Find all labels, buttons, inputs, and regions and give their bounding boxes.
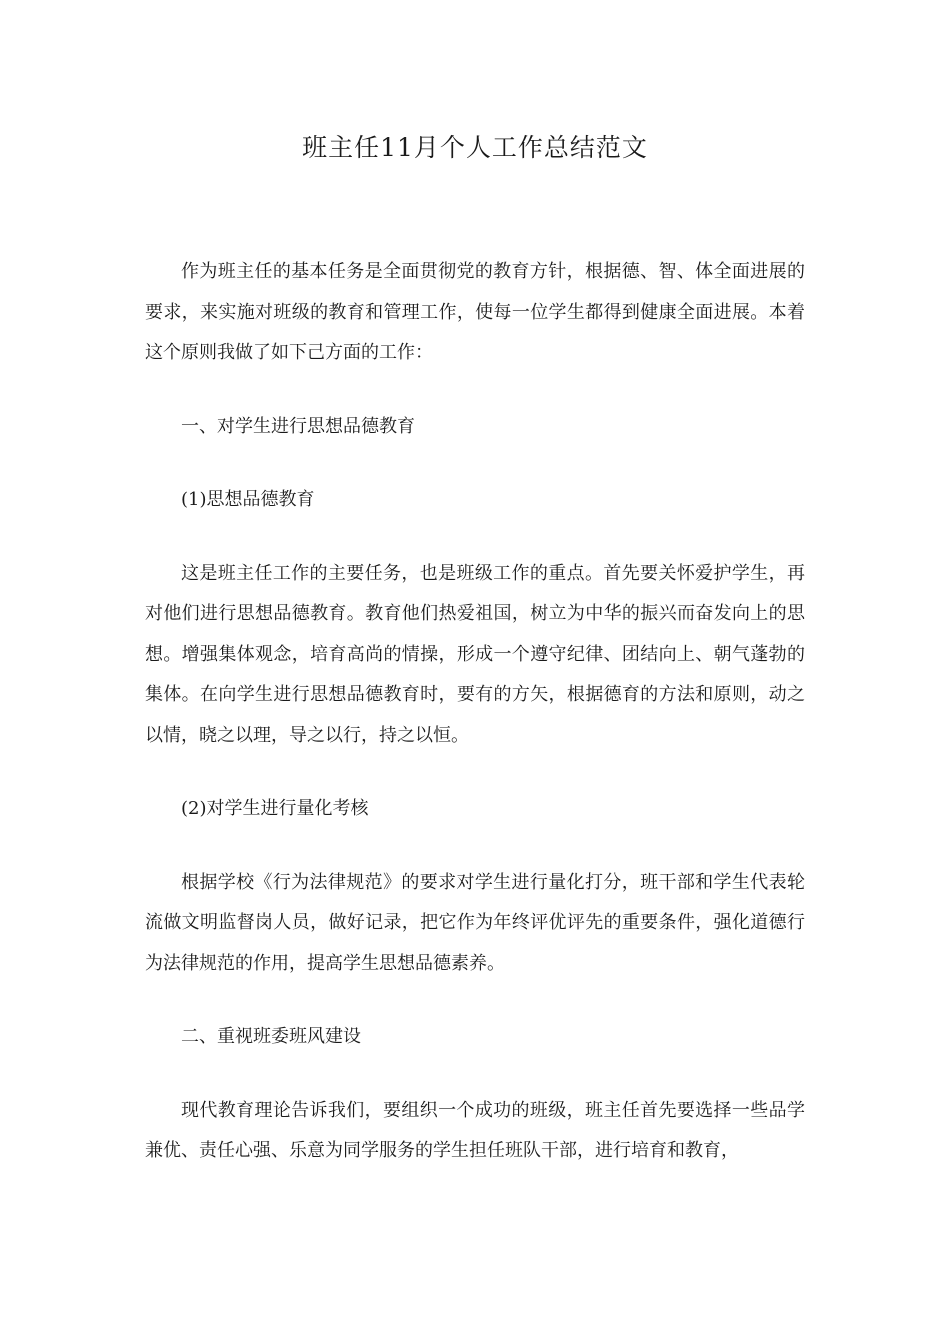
section-heading-2: 二、重视班委班风建设 (181, 1026, 361, 1047)
paragraph-moral-education: 这是班主任工作的主要任务，也是班级工作的重点。首先要关怀爱护学生，再对他们进行思想品德教育。教育他们热爱祖国，树立为中华的振兴而奋发向上的思想。增强集体观念，培育高尚的情操，形成一个遵守纪律、团结向上、朝气蓬勃的集体。在向学生进行思想品德教育时，要有的方矢，根据德育的方法和原则，动之以情，晓之以理，导之以行，持之以恒。 (145, 562, 805, 746)
subsection-heading-1-2: (2)对学生进行量化考核 (181, 798, 369, 819)
paragraph-gap (145, 830, 805, 863)
document-body (145, 252, 805, 1172)
section-heading-1: 一、对学生进行思想品德教育 (181, 415, 415, 437)
paragraph-gap (145, 374, 805, 407)
paragraph-gap (145, 521, 805, 554)
paragraph-assessment: 根据学校《行为法律规范》的要求对学生进行量化打分，班干部和学生代表轮流做文明监督岗人员，做好记录，把它作为年终评优评先的重要条件，强化道德行为法律规范的作用，提高学生思想品德素养。 (145, 871, 805, 974)
paragraph-gap (145, 756, 805, 789)
paragraph-intro: 作为班主任的基本任务是全面贯彻党的教育方针，根据德、智、体全面进展的要求，来实施对班级的教育和管理工作，使每一位学生都得到健康全面进展。本着这个原则我做了如下己方面的工作： (145, 261, 805, 363)
paragraph-gap (145, 1058, 805, 1091)
subsection-heading-1-1: (1)思想品德教育 (181, 489, 315, 510)
paragraph-gap (145, 447, 805, 480)
paragraph-class-committee: 现代教育理论告诉我们，要组织一个成功的班级，班主任首先要选择一些品学兼优、责任心强、乐意为同学服务的学生担任班队干部，进行培育和教育， (145, 1099, 805, 1161)
document-title: 班主任11月个人工作总结范文 (302, 133, 648, 162)
paragraph-gap (145, 984, 805, 1017)
